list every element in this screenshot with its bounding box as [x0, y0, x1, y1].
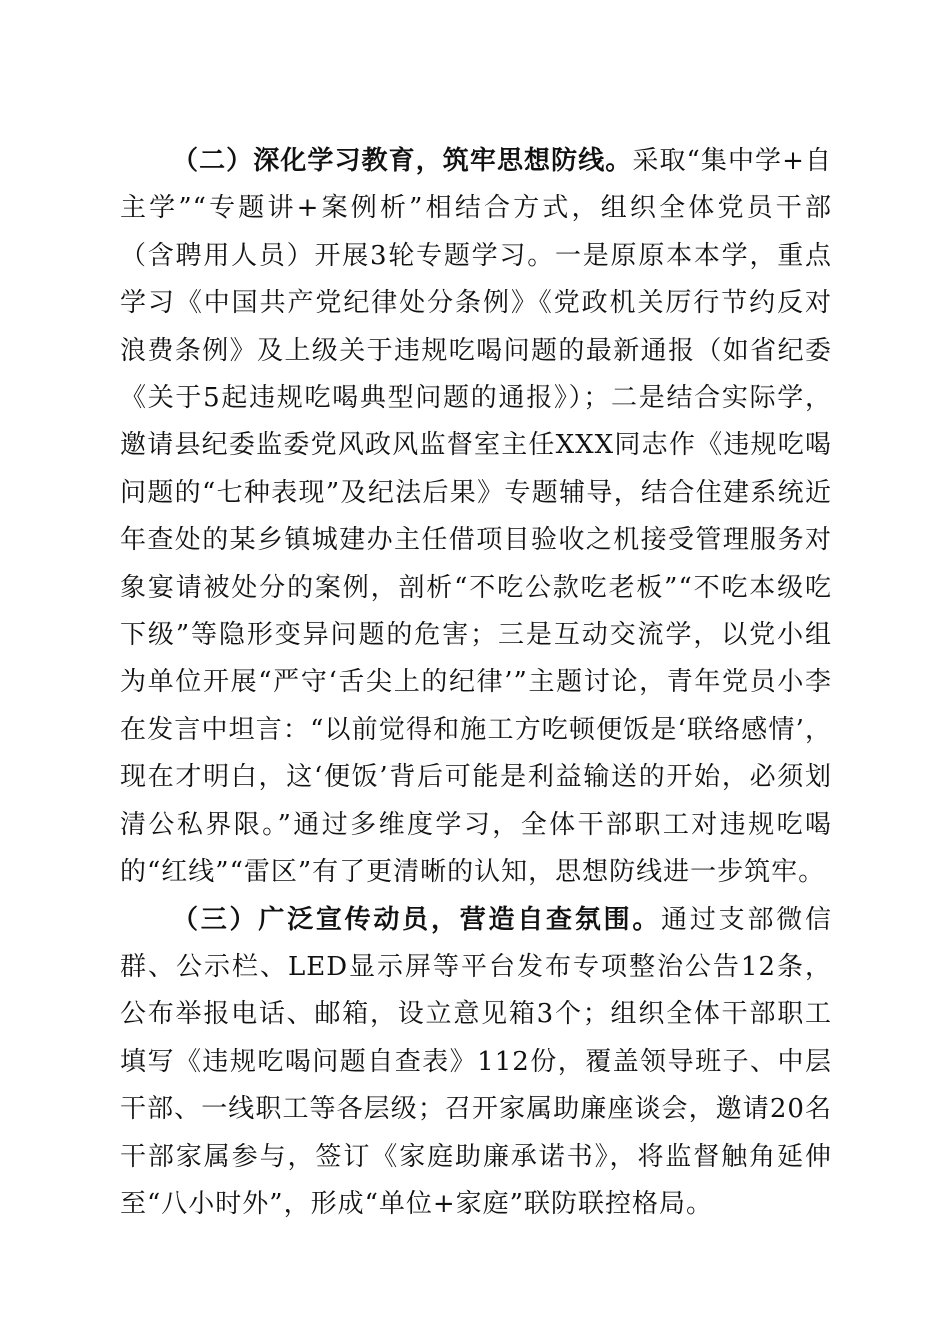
paragraph-study-education	[120, 138, 832, 897]
paragraph-heading: （二）深化学习教育，筑牢思想防线。	[172, 146, 633, 176]
paragraph-body: 采取“集中学+自主学”“专题讲+案例析”相结合方式，组织全体党员干部（含聘用人员）开展3轮专题学习。一是原原本本学，重点学习《中国共产党纪律处分条例》《党政机关厉行节约反对浪费条例》及上级关于违规吃喝问题的最新通报（如省纪委《关于5起违规吃喝典型问题的通报》）；二是结合实际学，邀请县纪委监委党风政风监督室主任XXX同志作《违规吃喝问题的“七种表现”及纪法后果》专题辅导，结合住建系统近年查处的某乡镇城建办主任借项目验收之机接受管理服务对象宴请被处分的案例，剖析“不吃公款吃老板”“不吃本级吃下级”等隐形变异问题的危害；三是互动交流学，以党小组为单位开展“严守‘舌尖上的纪律’”主题讨论，青年党员小李在发言中坦言：“以前觉得和施工方吃顿便饭是‘联络感情’，现在才明白，这‘便饭’背后可能是利益输送的开始，必须划清公私界限。”通过多维度学习，全体干部职工对违规吃喝的“红线”“雷区”有了更清晰的认知，思想防线进一步筑牢。	[120, 146, 832, 888]
document-body	[120, 138, 832, 1228]
paragraph-publicity-mobilization	[120, 897, 832, 1229]
paragraph-body: 通过支部微信群、公示栏、LED显示屏等平台发布专项整治公告12条，公布举报电话、邮箱，设立意见箱3个；组织全体干部职工填写《违规吃喝问题自查表》112份，覆盖领导班子、中层干部、一线职工等各层级；召开家属助廉座谈会，邀请20名干部家属参与，签订《家庭助廉承诺书》，将监督触角延伸至“八小时外”，形成“单位+家庭”联防联控格局。	[120, 904, 832, 1219]
paragraph-heading: （三）广泛宣传动员，营造自查氛围。	[172, 904, 662, 935]
